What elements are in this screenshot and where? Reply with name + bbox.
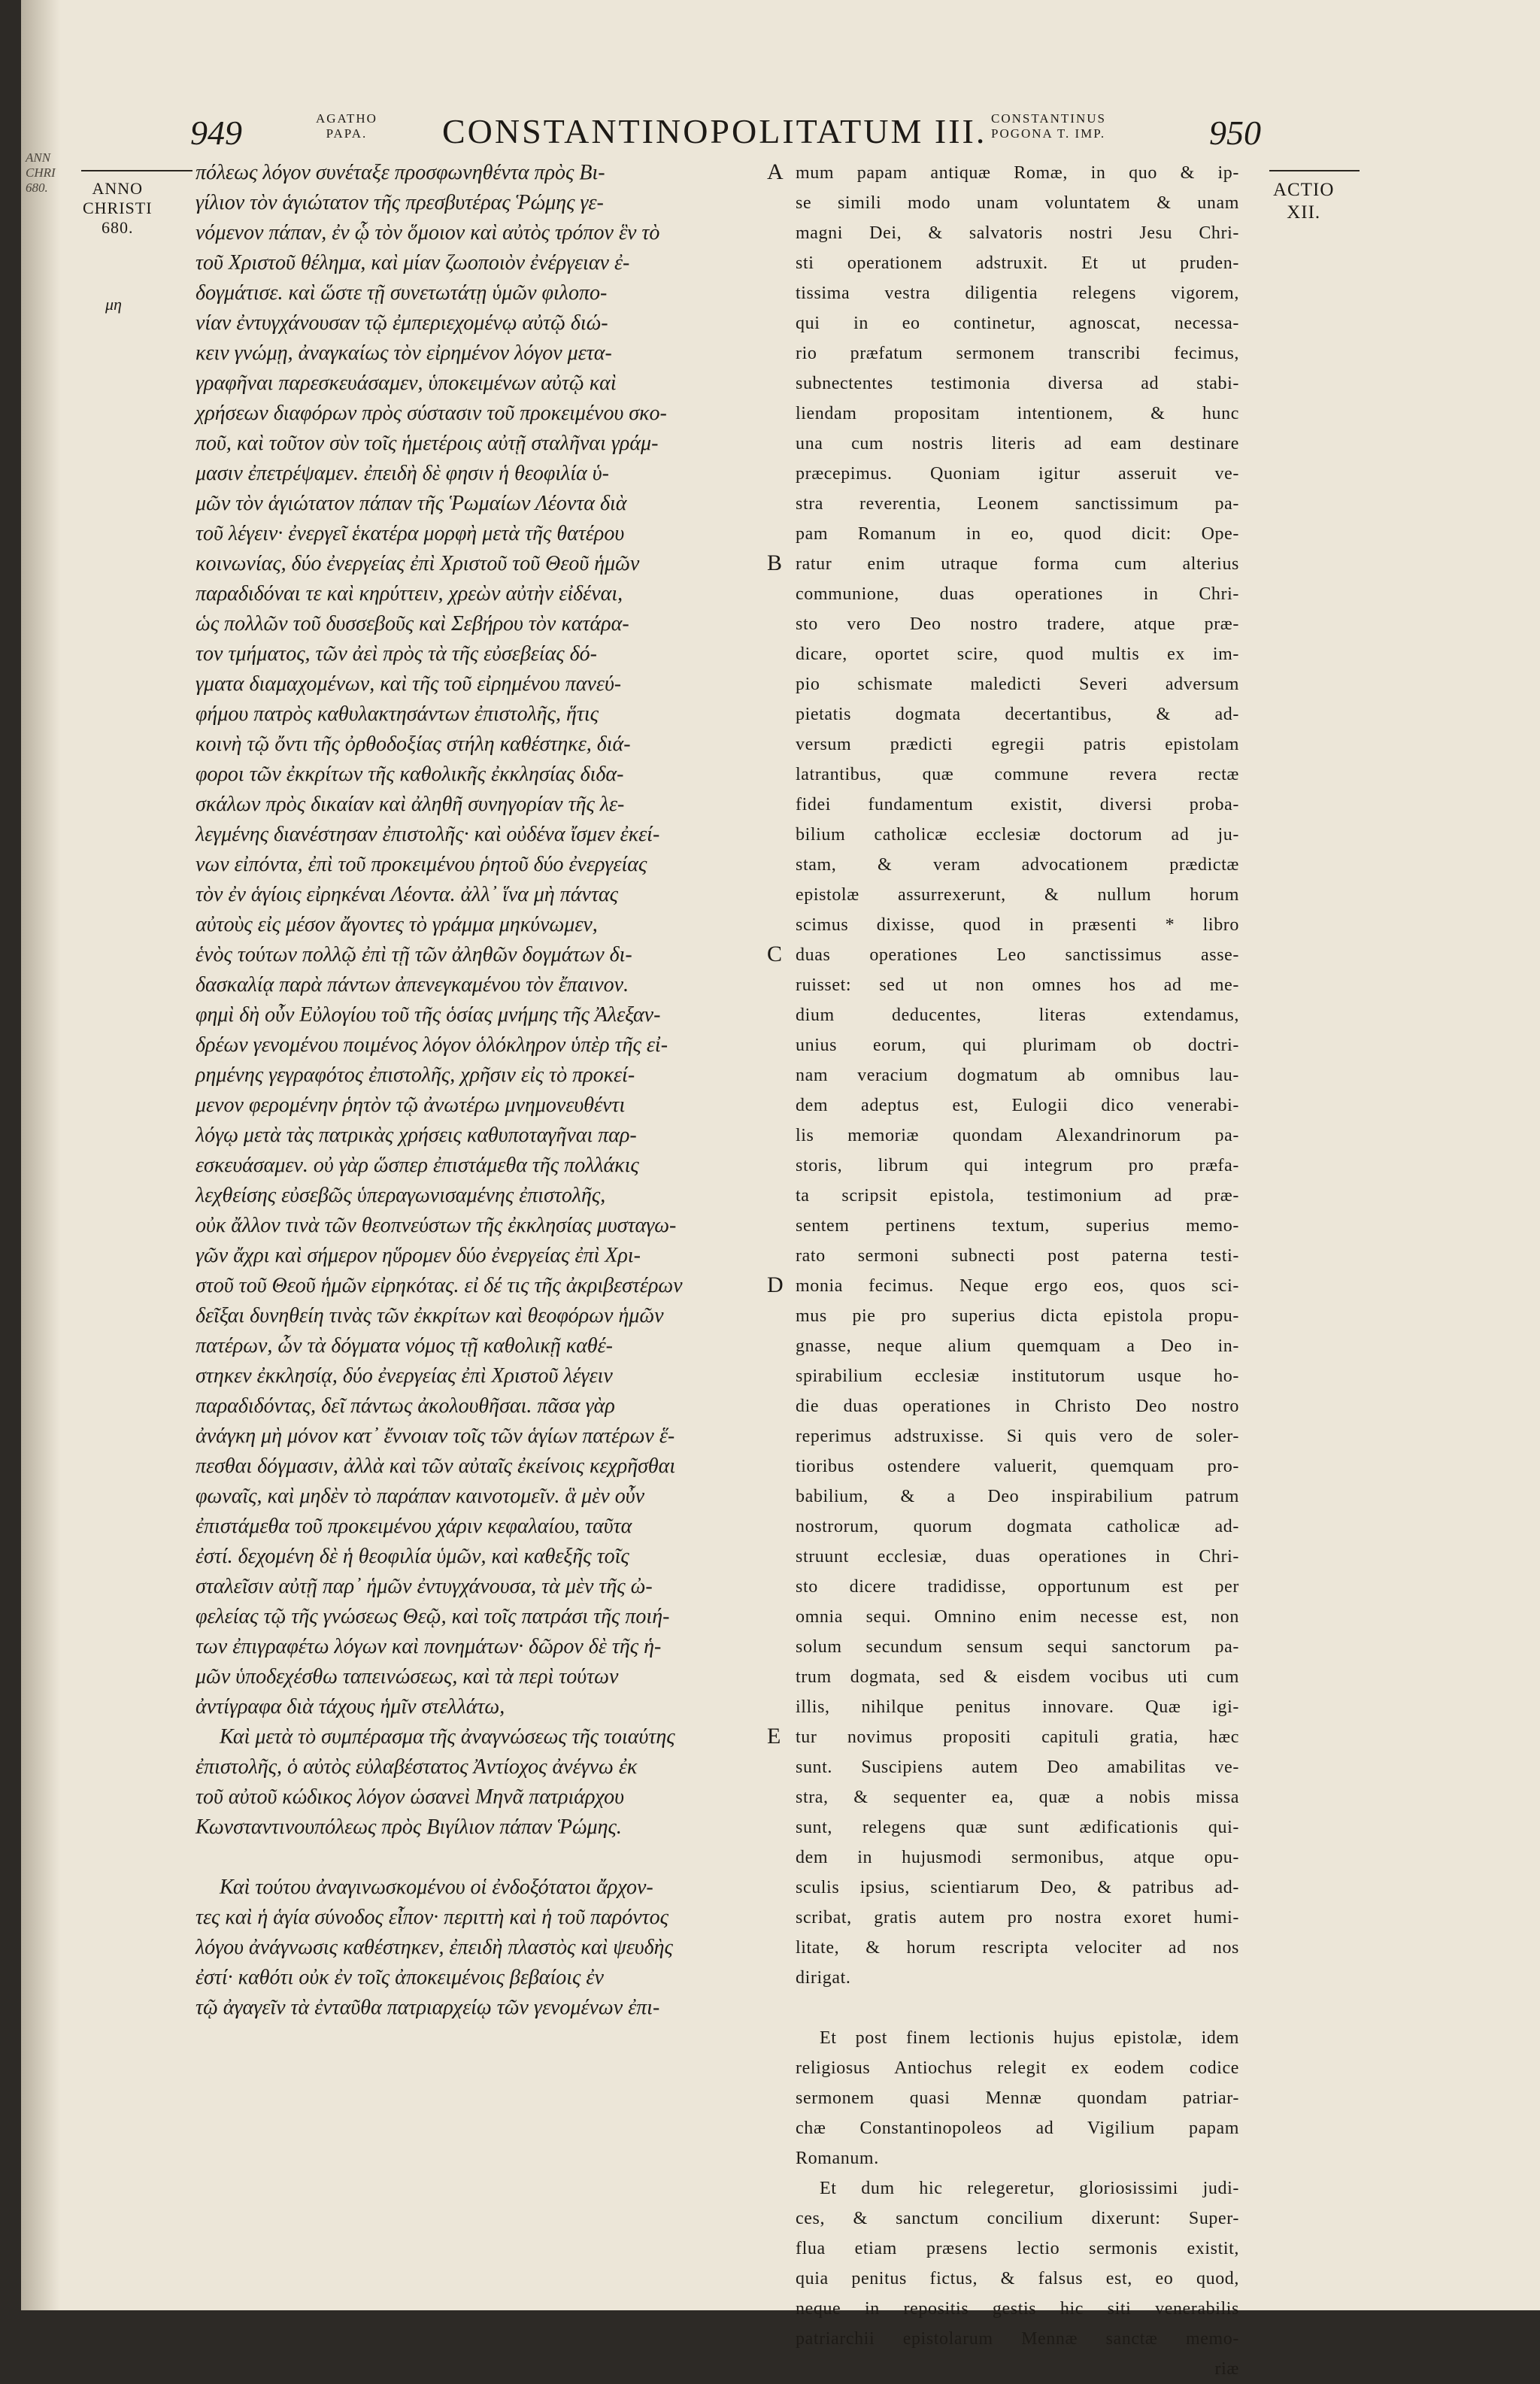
text-line: babilium, & a Deo inspirabilium patrum (796, 1487, 1239, 1506)
greek-margin-mark: μη (105, 295, 122, 314)
left-header-line: AGATHO (316, 111, 377, 126)
text-line: Et dum hic relegeretur, gloriosissimi judi- (820, 2179, 1239, 2198)
header-rule-left (81, 170, 192, 171)
text-line: λόγῳ μετὰ τὰς πατρικὰς χρήσεις καθυποταγῆναι παρ- (196, 1124, 637, 1147)
text-line: ἐπιστολῆς, ὁ αὐτὸς εὐλαβέστατος Ἀντίοχος ἀνέγνω ἐκ (196, 1755, 638, 1779)
text-line: δεῖξαι δυνηθείη τινὰς τῶν ἐκκρίτων καὶ θεοφόρων ἡμῶν (196, 1304, 664, 1327)
text-line: οὐκ ἄλλον τινὰ τῶν θεοπνεύστων τῆς ἐκκλησίας μυσταγω- (196, 1214, 677, 1237)
text-line: se simili modo unam voluntatem & unam (796, 193, 1239, 213)
text-line: στηκεν ἐκκλησίᾳ, δύο ἐνεργείας ἐπὶ Χριστοῦ λέγειν (196, 1364, 613, 1388)
text-line: μῶν τὸν ἁγιώτατον πάπαν τῆς Ῥωμαίων Λέοντα διὰ (196, 492, 627, 515)
text-line: neque in repositis gestis hic siti venerabilis (796, 2299, 1239, 2319)
running-title: CONSTANTINOPOLITATUM III. (442, 112, 987, 150)
left-running-header (316, 111, 377, 141)
text-line: pam Romanum in eo, quod dicit: Ope- (796, 524, 1239, 544)
margin-note-line: 680. (102, 218, 134, 237)
text-line: παραδιδόντας, δεῖ πάντως ἀκολουθῆσαι. πᾶσα γὰρ (196, 1394, 615, 1418)
book-page (21, 0, 1540, 2379)
text-line: γίλιον τὸν ἁγιώτατον τῆς πρεσβυτέρας Ῥώμης γε- (196, 191, 604, 214)
text-line: ἑνὸς τούτων πολλῷ ἐπὶ τῇ τῶν ἀληθῶν δογμάτων δι- (196, 943, 632, 966)
text-line: rio præfatum sermonem transcribi fecimus, (796, 344, 1239, 363)
header-rule-right (1269, 170, 1360, 171)
text-line: dem adeptus est, Eulogii dico venerabi- (796, 1096, 1239, 1115)
text-line: tissima vestra diligentia relegens vigorem, (796, 284, 1239, 303)
text-line: scribat, gratis autem pro nostra exoret humi- (796, 1908, 1239, 1928)
text-line: scimus dixisse, quod in præsenti * libro (796, 915, 1239, 935)
text-line: dirigat. (796, 1968, 851, 1988)
text-line: πατέρων, ὧν τὰ δόγματα νόμος τῇ καθολικῇ καθέ- (196, 1334, 613, 1357)
text-line: stra, & sequenter ea, quæ a nobis missa (796, 1788, 1239, 1807)
text-line: tur novimus propositi capituli gratia, hæc (796, 1727, 1239, 1747)
text-line: ὡς πολλῶν τοῦ δυσσεβοῦς καὶ Σεβήρου τὸν κατάρα- (196, 612, 629, 635)
text-line: ces, & sanctum concilium dixerunt: Super- (796, 2209, 1239, 2228)
text-line: religiosus Antiochus relegit ex eodem codice (796, 2058, 1239, 2078)
right-page-number: 950 (1209, 114, 1261, 152)
paragraph-gap (196, 1843, 767, 1873)
text-line: κοινωνίας, δύο ἐνεργείας ἐπὶ Χριστοῦ τοῦ Θεοῦ ἡμῶν (196, 552, 640, 575)
text-line: patriarchii epistolarum Mennæ sanctæ memo- (796, 2329, 1239, 2349)
text-line: omnia sequi. Omnino enim necesse est, non (796, 1607, 1239, 1627)
text-line: sermonem quasi Mennæ quondam patriar- (796, 2088, 1239, 2108)
text-line: nostrorum, quorum dogmata catholicæ ad- (796, 1517, 1239, 1536)
text-line: reperimus adstruxisse. Si quis vero de soler- (796, 1427, 1239, 1446)
text-line: νόμενον πάπαν, ἐν ᾧ τὸν ὅμοιον καὶ αὐτὸς τρόπον ἓν τὸ (196, 221, 660, 244)
text-line: τὸν ἐν ἁγίοις εἰρηκέναι Λέοντα. ἀλλ᾽ ἵνα μὴ πάντας (196, 883, 619, 906)
margin-note-line: ACTIO (1273, 180, 1335, 200)
paragraph-gap (796, 1993, 1239, 2023)
actio-margin-note (1273, 179, 1334, 224)
text-line: quia penitus fictus, & falsus est, eo quod, (796, 2269, 1239, 2288)
text-line: stam, & veram advocationem prædictæ (796, 855, 1239, 875)
text-line: τοῦ αὐτοῦ κώδικος λόγον ὡσανεὶ Μηνᾶ πατριάρχου (196, 1785, 624, 1809)
text-line: ἐστί. δεχομένη δὲ ἡ θεοφιλία ὑμῶν, καὶ καθεξῆς τοῖς (196, 1545, 629, 1568)
text-line: storis, librum qui integrum pro præfa- (796, 1156, 1239, 1175)
text-line: solum secundum sensum sequi sanctorum pa- (796, 1637, 1239, 1657)
book-gutter (21, 0, 60, 2310)
text-line: sto dicere tradidisse, opportunum est per (796, 1577, 1239, 1597)
margin-note-line: CHRISTI (83, 199, 153, 217)
text-line: λεχθείσης εὐσεβῶς ὑπεραγωνισαμένης ἐπιστολῆς, (196, 1184, 606, 1207)
text-line: μῶν ὑποδεχέσθω ταπεινώσεως, καὶ τὰ περὶ τούτων (196, 1665, 619, 1688)
text-line: τον τμήματος, τῶν ἀεὶ πρὸς τὰ τῆς εὐσεβείας δό- (196, 642, 597, 666)
text-line: κειν γνώμῃ, ἀναγκαίως τὸν εἰρημένον λόγον μετα- (196, 341, 612, 365)
text-line: τοῦ λέγειν· ἐνεργεῖ ἑκατέρα μορφὴ μετὰ τῆς θατέρου (196, 522, 625, 545)
text-line: epistolæ assurrexerunt, & nullum horum (796, 885, 1239, 905)
text-line: stra reverentia, Leonem sanctissimum pa- (796, 494, 1239, 514)
text-line: flua etiam præsens lectio sermonis existit, (796, 2239, 1239, 2258)
text-line: bilium catholicæ ecclesiæ doctorum ad ju- (796, 825, 1239, 845)
text-line: gnasse, neque alium quemquam a Deo in- (796, 1336, 1239, 1356)
text-line: liendam propositam intentionem, & hunc (796, 404, 1239, 423)
text-line: Romanum. (796, 2149, 879, 2168)
text-line: lis memoriæ quondam Alexandrinorum pa- (796, 1126, 1239, 1145)
text-line: μασιν ἐπετρέψαμεν. ἐπειδὴ δὲ φησιν ἡ θεοφιλία ὑ- (196, 462, 609, 485)
text-line: ἐπιστάμεθα τοῦ προκειμένου χάριν κεφαλαίου, ταῦτα (196, 1515, 632, 1538)
text-line: ἀνάγκη μὴ μόνον κατ᾽ ἔννοιαν τοῖς τῶν ἁγίων πατέρων ἕ- (196, 1424, 675, 1448)
text-line: sunt. Suscipiens autem Deo amabilitas ve- (796, 1758, 1239, 1777)
text-line: παραδιδόναι τε καὶ κηρύττειν, χρεὼν αὐτὴν εἰδέναι, (196, 582, 623, 605)
text-line: δασκαλίᾳ παρὰ πάντων ἀπενεγκαμένου τὸν ἔπαινον. (196, 973, 629, 996)
text-line: αὐτοὺς εἰς μέσον ἄγοντες τὸ γράμμα μηκύνωμεν, (196, 913, 598, 936)
text-line: γματα διαμαχομένων, καὶ τῆς τοῦ εἰρημένου πανεύ- (196, 672, 622, 696)
year-margin-note (83, 179, 153, 238)
text-line: duas operationes Leo sanctissimus asse- (796, 945, 1239, 965)
text-line: φωναῖς, καὶ μηδὲν τὸ παράπαν καινοτομεῖν. ἃ μὲν οὖν (196, 1485, 645, 1508)
text-line: τες καὶ ἡ ἁγία σύνοδος εἶπον· περιττὴ καὶ ἡ τοῦ παρόντος (196, 1906, 669, 1929)
text-line: trum dogmata, sed & eisdem vocibus uti cum (796, 1667, 1239, 1687)
margin-note-line: XII. (1287, 202, 1321, 223)
text-line: κοινὴ τῷ ὄντι τῆς ὀρθοδοξίας στήλη καθέστηκε, διά- (196, 732, 631, 756)
text-line: φοροι τῶν ἐκκρίτων τῆς καθολικῆς ἐκκλησίας διδα- (196, 763, 624, 786)
text-line: fidei fundamentum existit, diversi proba- (796, 795, 1239, 814)
text-line: δογμάτισε. καὶ ὥστε τῇ συνετωτάτῃ ὑμῶν φιλοπο- (196, 281, 608, 305)
text-line: spirabilium ecclesiæ institutorum usque ho- (796, 1366, 1239, 1386)
text-line: magni Dei, & salvatoris nostri Jesu Chri- (796, 223, 1239, 243)
margin-note-line: ANNO (92, 179, 144, 198)
text-line: νων εἰπόντα, ἐπὶ τοῦ προκειμένου ῥητοῦ δύο ἐνεργείας (196, 853, 647, 876)
section-letter: E (767, 1724, 781, 1749)
text-line: dem in hujusmodi sermonibus, atque opu- (796, 1848, 1239, 1867)
greek-text-column (196, 158, 767, 2023)
text-line: φελείας τῷ τῆς γνώσεως Θεῷ, καὶ τοῖς πατράσι τῆς ποιή- (196, 1605, 670, 1628)
text-line: τοῦ Χριστοῦ θέλημα, καὶ μίαν ζωοποιὸν ἐνέργειαν ἐ- (196, 251, 630, 274)
text-line: sentem pertinens textum, superius memo- (796, 1216, 1239, 1236)
text-line: litate, & horum rescripta velociter ad nos (796, 1938, 1239, 1958)
text-line: latrantibus, quæ commune revera rectæ (796, 765, 1239, 784)
text-line: communione, duas operationes in Chri- (796, 584, 1239, 604)
text-line: monia fecimus. Neque ergo eos, quos sci- (796, 1276, 1239, 1296)
gutter-margin-note (26, 150, 56, 196)
text-line: μενον φερομένην ῥητὸν τῷ ἀνωτέρω μνημονευθέντι (196, 1093, 626, 1117)
section-letter: B (767, 551, 783, 575)
text-line: dicare, oportet scire, quod multis ex im- (796, 645, 1239, 664)
text-line: σταλεῖσιν αὐτῇ παρ᾽ ἡμῶν ἐντυγχάνουσα, τὰ μὲν τῆς ὠ- (196, 1575, 653, 1598)
text-line: mum papam antiquæ Romæ, in quo & ip- (796, 163, 1239, 183)
section-letter: D (767, 1272, 784, 1297)
text-line: struunt ecclesiæ, duas operationes in Chri- (796, 1547, 1239, 1567)
text-line: Καὶ τούτου ἀναγινωσκομένου οἱ ἐνδοξότατοι ἄρχον- (220, 1876, 653, 1899)
text-line: σκάλων πρὸς δικαίαν καὶ ἀληθῆ συνηγορίαν τῆς λε- (196, 793, 625, 816)
text-line: Κωνσταντινουπόλεως πρὸς Βιγίλιον πάπαν Ῥώμης. (196, 1815, 622, 1839)
right-header-line: CONSTANTINUS (991, 111, 1106, 126)
text-line: ποῦ, καὶ τοῦτον σὺν τοῖς ἡμετέροις αὐτῇ σταλῆναι γράμ- (196, 432, 659, 455)
text-line: στοῦ τοῦ Θεοῦ ἡμῶν εἰρηκότας. εἰ δέ τις τῆς ἀκριβεστέρων (196, 1274, 683, 1297)
text-line: φήμου πατρὸς καθυλακτησάντων ἐπιστολῆς, ἥτις (196, 702, 599, 726)
text-line: γῶν ἄχρι καὶ σήμερον ηὕρομεν δύο ἐνεργείας ἐπὶ Χρι- (196, 1244, 641, 1267)
text-line: una cum nostris literis ad eam destinare (796, 434, 1239, 453)
text-line: εσκευάσαμεν. οὐ γὰρ ὥσπερ ἐπιστάμεθα τῆς πολλάκις (196, 1154, 639, 1177)
text-line: pio schismate maledicti Severi adversum (796, 675, 1239, 694)
text-line: nam veracium dogmatum ab omnibus lau- (796, 1066, 1239, 1085)
text-line: illis, nihilque penitus innovare. Quæ igi- (796, 1697, 1239, 1717)
text-line: ἀντίγραφα διὰ τάχους ἡμῖν στελλάτω, (196, 1695, 505, 1718)
gutter-note-line: ANN (26, 150, 51, 165)
text-line: sculis ipsius, scientiarum Deo, & patribus ad- (796, 1878, 1239, 1897)
text-line: των ἐπιγραφέτω λόγων καὶ πονημάτων· δῶρον δὲ τῆς ἡ- (196, 1635, 662, 1658)
text-line: ratur enim utraque forma cum alterius (796, 554, 1239, 574)
text-line: γραφῆναι παρεσκευάσαμεν, ὑποκειμένων αὐτῷ καὶ (196, 372, 617, 395)
text-line: φημὶ δὴ οὖν Εὐλογίου τοῦ τῆς ὁσίας μνήμης τῆς Ἀλεξαν- (196, 1003, 661, 1027)
text-line: tioribus ostendere valuerit, quemquam pro- (796, 1457, 1239, 1476)
text-line: ta scripsit epistola, testimonium ad præ- (796, 1186, 1239, 1206)
text-line: sto vero Deo nostro tradere, atque præ- (796, 614, 1239, 634)
text-line: chæ Constantinopoleos ad Vigilium papam (796, 2119, 1239, 2138)
section-letter: A (767, 159, 784, 184)
text-line: rato sermoni subnecti post paterna testi- (796, 1246, 1239, 1266)
text-line: præcepimus. Quoniam igitur asseruit ve- (796, 464, 1239, 484)
text-line: unius eorum, qui plurimam ob doctri- (796, 1036, 1239, 1055)
text-line: δρέων γενομένου ποιμένος λόγον ὁλόκληρον ὑπὲρ τῆς εἰ- (196, 1033, 668, 1057)
text-line: sunt, relegens quæ sunt ædificationis qui- (796, 1818, 1239, 1837)
text-line: sti operationem adstruxit. Et ut pruden- (796, 253, 1239, 273)
text-line: dium deducentes, literas extendamus, (796, 1005, 1239, 1025)
text-line: versum prædicti egregii patris epistolam (796, 735, 1239, 754)
text-line: ρημένης γεγραφότος ἐπιστολῆς, χρῆσιν εἰς τὸ προκεί- (196, 1063, 635, 1087)
text-line: λόγου ἀνάγνωσις καθέστηκεν, ἐπειδὴ πλαστὸς καὶ ψευδὴς (196, 1936, 673, 1959)
text-line: qui in eo continetur, agnoscat, necessa- (796, 314, 1239, 333)
text-line: mus pie pro superius dicta epistola propu- (796, 1306, 1239, 1326)
latin-text-column (796, 158, 1239, 2384)
text-line: νίαν ἐντυγχάνουσαν τῷ ἐμπεριεχομένῳ αὐτῷ διώ- (196, 311, 608, 335)
text-line: πεσθαι δόγμασιν, ἀλλὰ καὶ τῶν αὐταῖς ἐκείνοις κεχρῆσθαι (196, 1454, 676, 1478)
text-line: πόλεως λόγον συνέταξε προσφωνηθέντα πρὸς Βι- (196, 161, 605, 184)
text-line: χρήσεων διαφόρων πρὸς σύστασιν τοῦ προκειμένου σκο- (196, 402, 667, 425)
text-line: ruisset: sed ut non omnes hos ad me- (796, 975, 1239, 995)
left-page-number: 949 (190, 114, 242, 152)
text-line: die duas operationes in Christo Deo nostro (796, 1397, 1239, 1416)
text-line: pietatis dogmata decertantibus, & ad- (796, 705, 1239, 724)
section-letter: C (767, 942, 783, 966)
gutter-note-line: 680. (26, 180, 48, 195)
text-line: τῷ ἀγαγεῖν τὰ ἐνταῦθα πατριαρχείῳ τῶν γενομένων ἐπι- (196, 1996, 660, 2019)
text-line: λεγμένης διανέστησαν ἐπιστολῆς· καὶ οὐδένα ἴσμεν ἐκεί- (196, 823, 660, 846)
text-line: subnectentes testimonia diversa ad stabi- (796, 374, 1239, 393)
text-line: Καὶ μετὰ τὸ συμπέρασμα τῆς ἀναγνώσεως τῆς τοιαύτης (220, 1725, 675, 1749)
right-header-line: POGONA T. IMP. (991, 126, 1106, 141)
text-line: Et post finem lectionis hujus epistolæ, idem (820, 2028, 1239, 2048)
right-running-header (991, 111, 1106, 141)
gutter-note-line: CHRI (26, 165, 56, 180)
left-header-line: PAPA. (326, 126, 368, 141)
text-line: ἐστί· καθότι οὐκ ἐν τοῖς ἀποκειμένοις βεβαίοις ἐν (196, 1966, 604, 1989)
text-line: riæ (1214, 2359, 1239, 2379)
